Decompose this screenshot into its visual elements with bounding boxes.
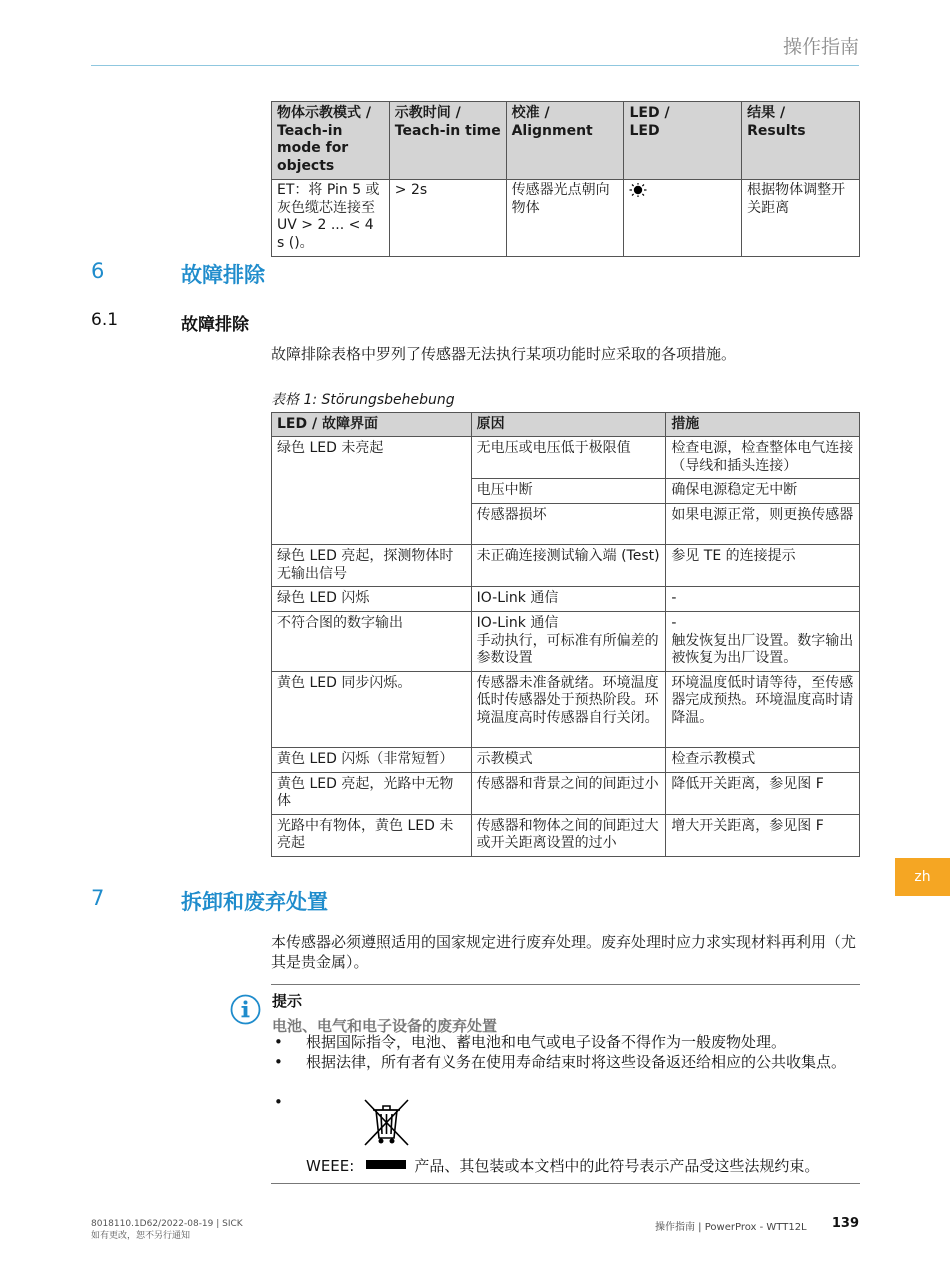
cell-mode: ET：将 Pin 5 或灰色缆芯连接至 UV > 2 ... < 4 s ()。 [272, 180, 390, 257]
cell-action: 检查电源，检查整体电气连接（导线和插头连接） [666, 437, 860, 479]
weee-bar-icon [366, 1160, 406, 1169]
cell-symptom: 不符合图的数字输出 [272, 612, 472, 672]
cell-action: 确保电源稳定无中断 [666, 479, 860, 504]
cell-action: 如果电源正常，则更换传感器 [666, 504, 860, 545]
weee-text: 产品、其包装或本文档中的此符号表示产品受这些法规约束。 [414, 1157, 820, 1175]
header-title: 操作指南 [782, 36, 859, 58]
cell-action: - 触发恢复出厂设置。数字输出被恢复为出厂设置。 [666, 612, 860, 672]
cell-led [624, 180, 742, 257]
header-zh: 物体示教模式 / [277, 105, 371, 121]
weee-bin-icon [362, 1097, 411, 1148]
table-header-row [272, 413, 860, 437]
cell-time: > 2s [389, 180, 506, 257]
note-bottom-rule [271, 1183, 860, 1184]
footer-doc-id: 8018110.1D62/2022-08-19 | SICK [91, 1219, 243, 1229]
header-en: Alignment [511, 122, 593, 139]
cell-cause: IO-Link 通信 手动执行，可标准有所偏差的参数设置 [471, 612, 666, 672]
bullet-marker: • [274, 1033, 283, 1051]
note-title: 提示 [272, 992, 303, 1010]
cell-symptom: 绿色 LED 未亮起 [272, 437, 472, 545]
header-cell-results [742, 102, 860, 180]
info-icon [230, 994, 261, 1025]
header-zh: 结果 / [747, 105, 786, 121]
cell-cause: 示教模式 [471, 747, 666, 772]
header-cell-cause: 原因 [471, 413, 666, 437]
cell-action: - [666, 587, 860, 612]
table-row [272, 772, 860, 814]
cell-cause: 未正确连接测试输入端 (Test) [471, 545, 666, 587]
cell-cause: 传感器未准备就绪。环境温度低时传感器处于预热阶段。环境温度高时传感器自行关闭。 [471, 671, 666, 747]
table-caption: 表格 1: Störungsbehebung [271, 392, 455, 408]
cell-symptom: 光路中有物体，黄色 LED 未亮起 [272, 814, 472, 856]
cell-action: 参见 TE 的连接提示 [666, 545, 860, 587]
cell-action: 增大开关距离，参见图 F [666, 814, 860, 856]
header-cell-symptom: LED / 故障界面 [272, 413, 472, 437]
header-en: Results [747, 122, 806, 139]
header-rule [91, 65, 859, 66]
table-row [272, 671, 860, 747]
table-row [272, 180, 860, 257]
language-tab[interactable]: zh [895, 858, 950, 896]
cell-cause: 传感器损坏 [471, 504, 666, 545]
section-6-1-title: 故障排除 [181, 315, 249, 335]
header-cell-led [624, 102, 742, 180]
table-row [272, 612, 860, 672]
cell-symptom: 黄色 LED 亮起，光路中无物体 [272, 772, 472, 814]
table-row [272, 814, 860, 856]
section-7-title: 拆卸和废弃处置 [181, 890, 328, 914]
header-cell-time [389, 102, 506, 180]
bullet-marker: • [274, 1053, 283, 1071]
note-top-rule [271, 984, 860, 985]
table-row [272, 587, 860, 612]
footer-notice: 如有更改，恕不另行通知 [91, 1231, 191, 1241]
header-zh: LED / [629, 105, 670, 121]
troubleshooting-table [271, 412, 860, 857]
section-6-number: 6 [91, 259, 105, 283]
cell-cause: 电压中断 [471, 479, 666, 504]
header-zh: 校准 / [511, 105, 550, 121]
header-cell-alignment [506, 102, 624, 180]
table-header-row [272, 102, 860, 180]
footer-left [91, 1218, 243, 1242]
troubleshooting-intro: 故障排除表格中罗列了传感器无法执行某项功能时应采取的各项措施。 [271, 345, 737, 363]
weee-row [306, 1155, 819, 1176]
cell-cause: IO-Link 通信 [471, 587, 666, 612]
header-zh: 示教时间 / [394, 105, 461, 121]
cell-cause: 无电压或电压低于极限值 [471, 437, 666, 479]
cell-cause: 传感器和物体之间的间距过大或开关距离设置的过小 [471, 814, 666, 856]
cell-action: 降低开关距离，参见图 F [666, 772, 860, 814]
section-7-number: 7 [91, 886, 105, 910]
bullet-text: 根据国际指令，电池、蓄电池和电气或电子设备不得作为一般废物处理。 [306, 1033, 787, 1051]
table-row [272, 747, 860, 772]
cell-action: 环境温度低时请等待，至传感器完成预热。环境温度高时请降温。 [666, 671, 860, 747]
cell-result: 根据物体调整开关距离 [742, 180, 860, 257]
bullet-marker: • [274, 1093, 283, 1111]
cell-cause: 传感器和背景之间的间距过小 [471, 772, 666, 814]
cell-symptom: 绿色 LED 闪烁 [272, 587, 472, 612]
disposal-intro: 本传感器必须遵照适用的国家规定进行废弃处理。废弃处理时应力求实现材料再利用（尤其是贵金属）。 [271, 933, 857, 971]
table-row [272, 545, 860, 587]
cell-symptom: 黄色 LED 同步闪烁。 [272, 671, 472, 747]
header-en: LED [629, 122, 660, 139]
bullet-text: 根据法律，所有者有义务在使用寿命结束时将这些设备返还给相应的公共收集点。 [306, 1053, 847, 1071]
header-cell-action: 措施 [666, 413, 860, 437]
cell-symptom: 绿色 LED 亮起，探测物体时无输出信号 [272, 545, 472, 587]
section-6-1-number: 6.1 [91, 310, 119, 330]
header-en: Teach-in mode for objects [277, 122, 349, 174]
page-number: 139 [831, 1216, 859, 1231]
footer-title: 操作指南 | PowerProx - WTT12L [655, 1222, 807, 1233]
note-subtitle: 电池、电气和电子设备的废弃处置 [272, 1017, 498, 1035]
cell-alignment: 传感器光点朝向物体 [506, 180, 624, 257]
header-en: Teach-in time [394, 122, 501, 139]
cell-action: 检查示教模式 [666, 747, 860, 772]
teach-in-table [271, 101, 860, 257]
led-on-icon [629, 183, 647, 197]
section-6-title: 故障排除 [181, 263, 265, 287]
weee-label: WEEE: [306, 1157, 355, 1175]
header-cell-mode [272, 102, 390, 180]
cell-symptom: 黄色 LED 闪烁（非常短暂） [272, 747, 472, 772]
table-row [272, 437, 860, 479]
